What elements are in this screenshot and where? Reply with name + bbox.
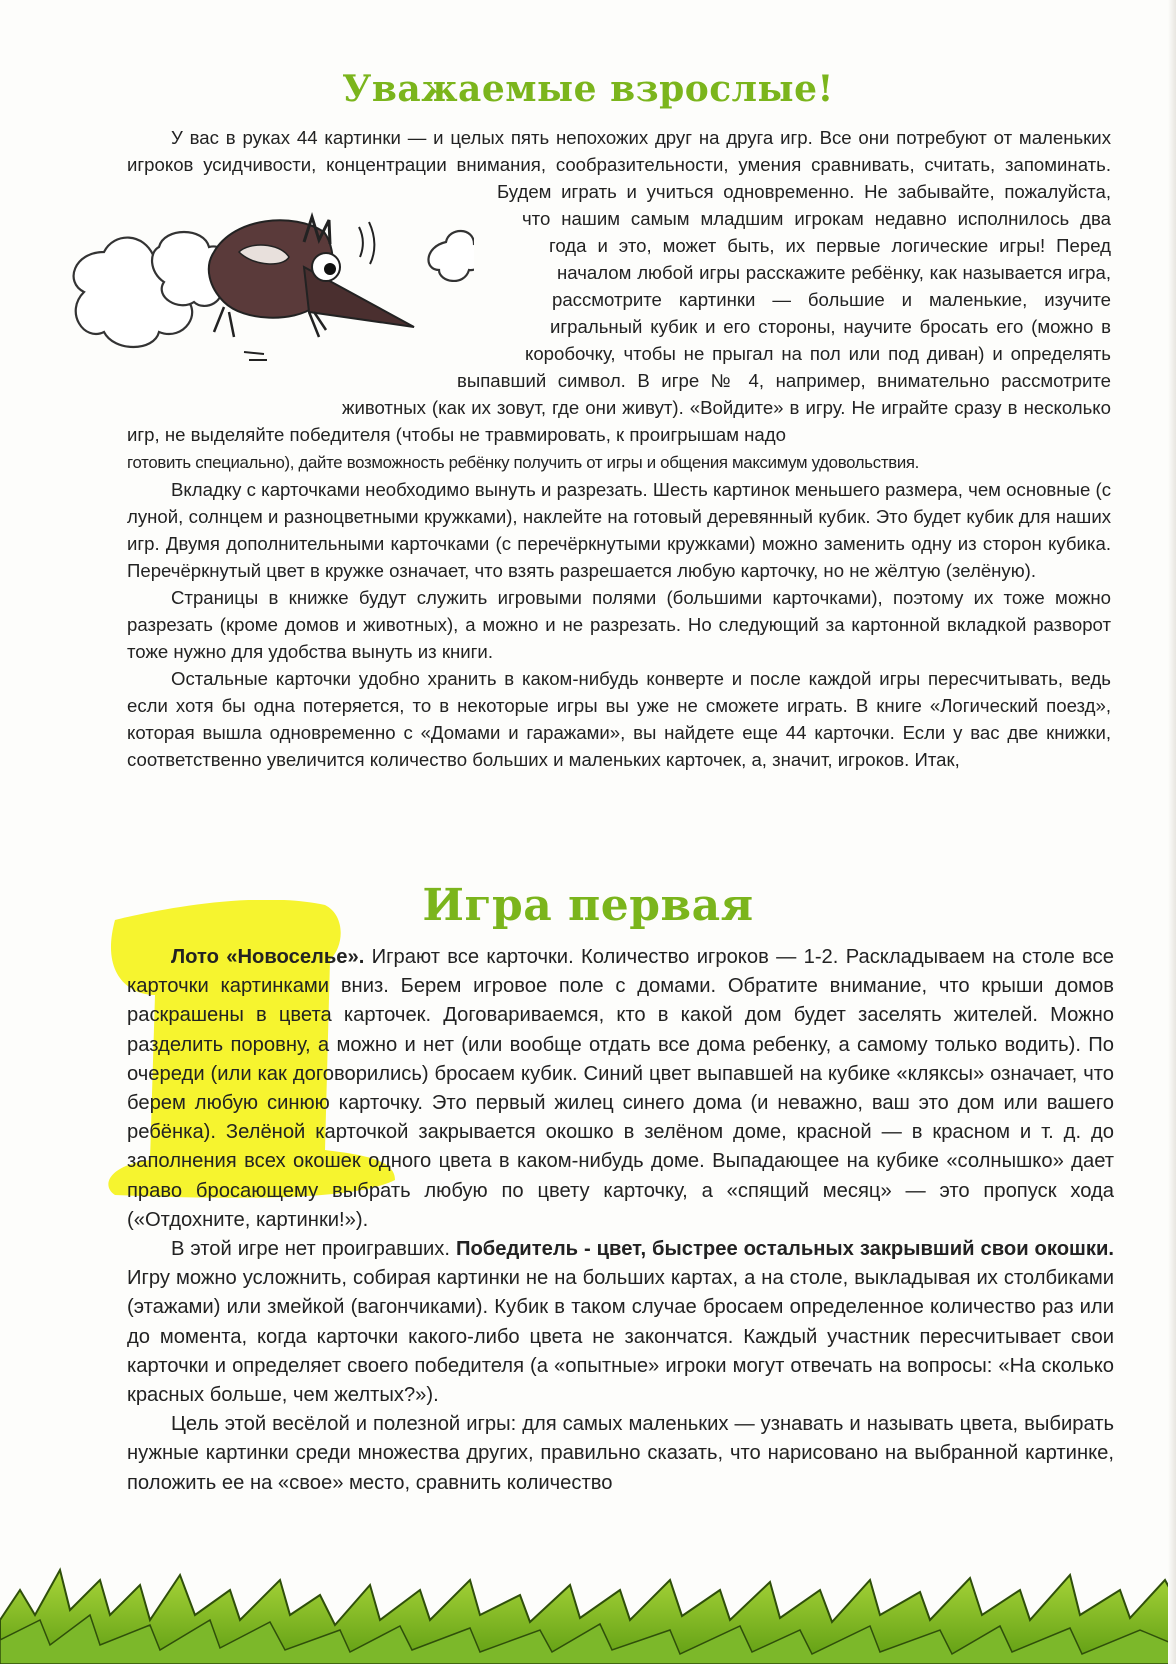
- page-edge: [1168, 0, 1176, 1664]
- game-text: [127, 943, 1114, 1498]
- intro-paragraph-3: Страницы в книжке будут служить игровыми полями (большими карточками), поэтому их тоже можно разрезать (кроме домов и животных), а можно и не разрезать. Но следующий за картонной вкладкой разворот тоже нужно для удобства вынуть из книги.: [127, 587, 1111, 662]
- intro-text: [127, 124, 1111, 773]
- game-title: Игра первая: [422, 880, 754, 931]
- intro-paragraph-4: Остальные карточки удобно хранить в каком-нибудь конверте и после каждой игры пересчитывать, ведь если хотя бы одна потеряется, то в некоторые игры вы уже не сможете играть. В книге «Логический поезд», которая вышла одновременно с «Домами и гаражами», вы найдете еще 44 карточки. Если у вас две книжки, соответственно увеличится количество больших и маленьких карточек, а, значит, игроков. Итак,: [127, 668, 1111, 770]
- game-paragraph-2: В этой игре нет проигравших. Победитель - цвет, быстрее остальных закрывший свои окошки. Игру можно усложнить, собирая картинки не на больших картах, а на столе, выкладывая их столбиками (этажами) или змейкой (вагончиками). Кубик в таком случае бросаем определенное количество раз или до момента, когда карточки какого-либо цвета не закончатся. Каждый участник пересчитывает свои карточки и определяет своего победителя (а «опытные» игроки могут отвечать на вопросы: «На сколько красных больше, чем желтых?»).: [127, 1238, 1114, 1407]
- page-title: Уважаемые взрослые!: [342, 68, 834, 110]
- game-paragraph-1: Лото «Новоселье». Играют все карточки. Количество игроков — 1-2. Раскладываем на столе все карточки картинками вниз. Берем игровое поле с домами. Обратите внимание, что крыши домов раскрашены в цвета карточек. Договариваемся, кто в какой дом будет заселять жителей. Можно разделить поровну, а можно и нет (или вообще отдать все дома ребенку, а самому только водить). По очереди (или как договорились) бросаем кубик. Синий цвет выпавшей на кубике «кляксы» означает, что берем любую синюю карточку. Это первый жилец синего дома (и неважно, ваш это дом или вашего ребёнка). Зелёной карточкой закрывается окошко в зелёном доме, красной — в красном и т. д. до заполнения всех окошек одного цвета в каком-нибудь доме. Выпадающее на кубике «солнышко» дает право бросающему выбрать любую по цвету карточку, а «спящий месяц» — это пропуск хода («Отдохните, картинки!»).: [127, 946, 1115, 1231]
- game-paragraph-3: Цель этой весёлой и полезной игры: для самых маленьких — узнавать и называть цвета, выбирать нужные картинки среди множества других, правильно сказать, что нарисовано на выбранной картинке, положить ее на «свое» место, сравнить количество: [127, 1413, 1114, 1494]
- grass-decoration: [0, 1560, 1176, 1664]
- game-winner-rule: Победитель - цвет, быстрее остальных закрывший свои окошки.: [455, 1238, 1114, 1261]
- intro-paragraph-1-end: готовить специально), дайте возможность ребёнку получить от игры и общения максимум удовольствия.: [127, 453, 920, 472]
- intro-paragraph-1: У вас в руках 44 картинки — и целых пять непохожих друг на друга игр. Все они потребуют от маленьких игроков усидчивости, концентрации внимания, сообразительности, умения сравнивать, считать, запоминать. Будем играть и учиться одновременно. Не забывайте, пожалуйста, что нашим самым младшим игрокам недавно исполнилось два года и это, может быть, их первые логические игры! Перед началом любой игры расскажите ребёнку, как называется игра, рассмотрите картинки — большие и маленькие, изучите игральный кубик и его стороны, научите бросать его (можно в коробочку, чтобы не прыгал на пол или под диван) и определять выпавший символ. В игре № 4, например, внимательно рассмотрите животных (как их зовут, где они живут). «Войдите» в игру. Не играйте сразу в несколько игр, не выделяйте победителя (чтобы не травмировать, к проигрышам надо готовить специально), дайте возможность ребёнку получить от игры и общения максимум удовольствия.: [127, 127, 1111, 472]
- intro-paragraph-2: Вкладку с карточками необходимо вынуть и разрезать. Шесть картинок меньшего размера, чем основные (с луной, солнцем и разноцветными кружками), наклейте на готовый деревянный кубик. Это будет кубик для наших игр. Двумя дополнительными карточками (с перечёркнутыми кружками) можно заменить одну из сторон кубика. Перечёркнутый цвет в кружке означает, что взять разрешается любую карточку, но не жёлтую (зелёную).: [127, 479, 1111, 581]
- game-name: Лото «Новоселье».: [171, 946, 365, 968]
